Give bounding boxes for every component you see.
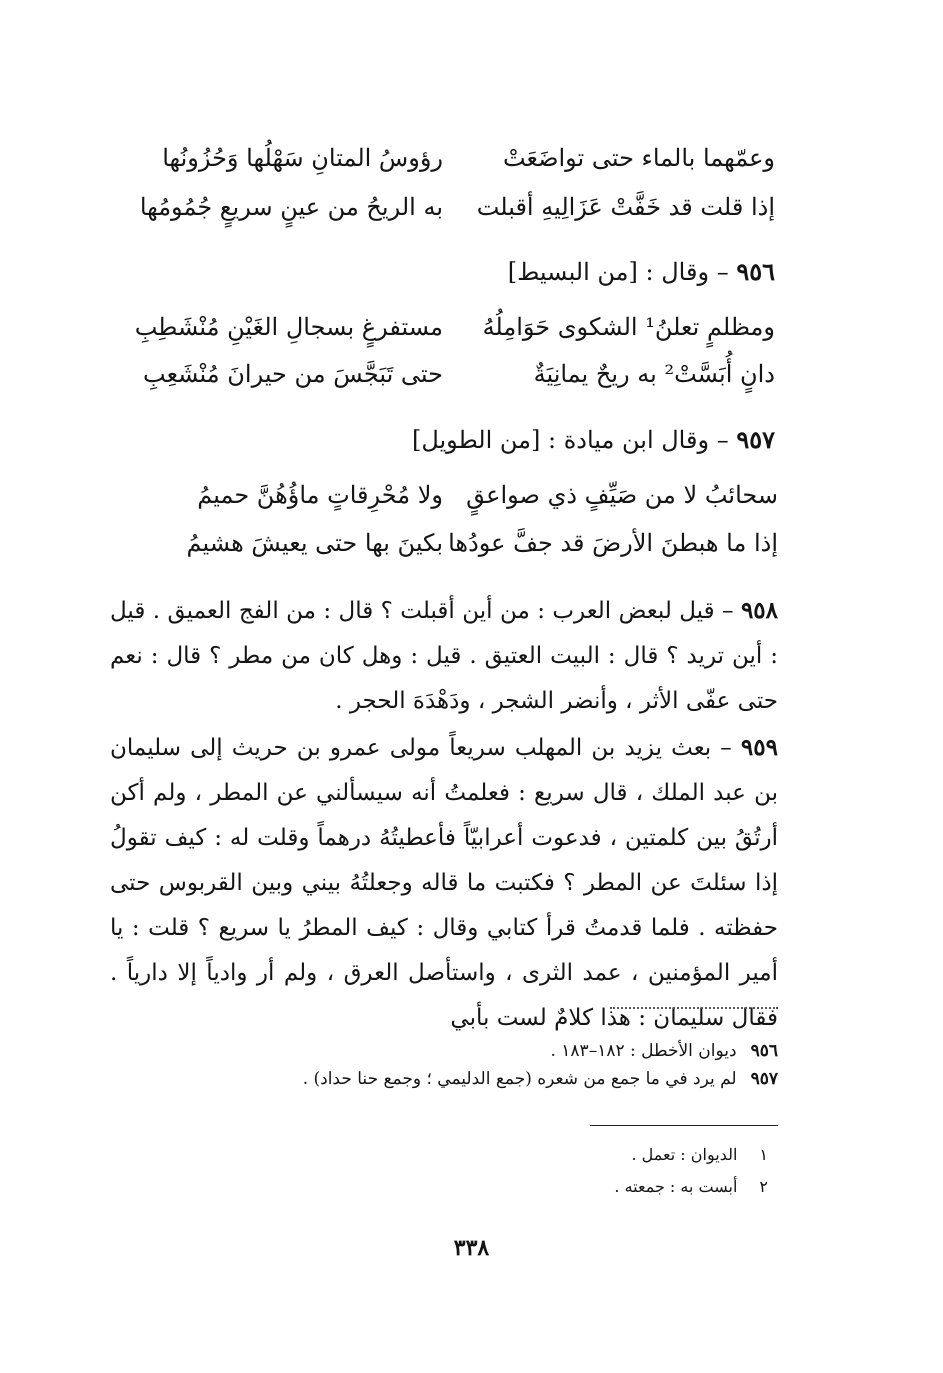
verse-second-hemistich: به الريحُ من عينٍ سريعٍ جُمُومُها [139, 193, 443, 221]
entry-intro: – وقال : [من البسيط] [507, 258, 729, 286]
verse-first-hemistich: إذا قلت قد خَفَّتْ عَزَالِيهِ أقبلت [476, 193, 775, 221]
entry-number: ٩٥٧ [736, 425, 775, 454]
verse-first-hemistich: ومظلمٍ تعلنُ¹ الشكوى حَوَامِلُهُ [482, 313, 775, 341]
footnote [614, 1174, 768, 1200]
verse-first-hemistich: دانٍ أُبَسَّتْ² به ريحٌ يمانِيَةٌ [533, 360, 775, 388]
entry-text: – بعث يزيد بن المهلب سريعاً مولى عمرو بن حريث إلى سليمان بن عبد الملك ، قال سريع : فعلمتُ أنه سيسألني عن المطر ، ولم أكن أرتُقُ بين كلمتين ، فدعوت أعرابيّاً فأعطيتُهُ درهماً وقلت له : كيف تقولُ إذا سئلتَ عن المطر ؟ فكتبت ما قاله وجعلتُهُ بيني وبين القربوس حتى حفظته . فلما قدمتُ قرأ كتابي وقال : كيف المطرُ يا سريع ؟ قلت : يا أمير المؤمنين ، عمد الثرى ، واستأصل العرق ، ولم أر وادياً إلا دارياً . فقال سليمان : هذا كلامٌ لست بأبي [110, 735, 778, 1031]
verse-second-hemistich: بكينَ بها حتى يعيشَ هشيمُ [186, 529, 443, 557]
verse-second-hemistich: حتى تَبَجَّسَ من حيرانَ مُنْشَعِبِ [143, 360, 443, 388]
footnote-number: ٢ [759, 1177, 768, 1196]
entry-956-header [508, 252, 775, 292]
entry-intro: – وقال ابن ميادة : [من الطويل] [411, 426, 729, 454]
entry-958-paragraph [110, 588, 778, 724]
source-note-number: ٩٥٧ [750, 1069, 778, 1089]
source-note [303, 1065, 778, 1093]
entry-957-header [412, 420, 775, 460]
dotted-separator [610, 1007, 778, 1009]
verse-first-hemistich: سحائبُ لا من صَيِّفٍ ذي صواعقٍ [466, 481, 778, 509]
footnote-text: الديوان : تعمل . [631, 1145, 738, 1164]
source-note-number: ٩٥٦ [750, 1041, 778, 1061]
verse-second-hemistich: رؤوسُ المتانِ سَهْلُها وَحُزُونُها [162, 144, 443, 172]
entry-text: – قيل لبعض العرب : من أين أقبلت ؟ قال : من الفج العميق . قيل : أين تريد ؟ قال : البيت العتيق . قيل : وهل كان من مطر ؟ قال : نعم حتى عفّى الأثر ، وأنضر الشجر ، ودَهْدَهَ الحجر . [110, 598, 778, 714]
entry-number: ٩٥٦ [736, 257, 775, 286]
footnote [632, 1142, 769, 1168]
verse-second-hemistich: مستفرغٍ بسجالِ الغَيْنِ مُنْشَطِبِ [134, 313, 443, 341]
verse-first-hemistich: وعمّهما بالماء حتى تواضَعَتْ [502, 144, 775, 172]
page-number: ٣٣٨ [453, 1235, 490, 1261]
source-note-text: لم يرد في ما جمع من شعره (جمع الدليمي ؛ وجمع حنا حداد) . [302, 1069, 737, 1089]
entry-959-paragraph [110, 725, 778, 1041]
verse-first-hemistich: إذا ما هبطنَ الأرضَ قد جفَّ عودُها [448, 529, 778, 557]
footnote-separator [590, 1125, 778, 1126]
entry-number: ٩٥٩ [740, 734, 778, 761]
footnote-number: ١ [759, 1145, 768, 1164]
source-note [550, 1037, 778, 1065]
footnote-text: أبست به : جمعته . [614, 1177, 738, 1196]
verse-second-hemistich: ولا مُحْرِقاتٍ ماؤُهُنَّ حميمُ [197, 481, 443, 509]
entry-number: ٩٥٨ [740, 597, 778, 624]
source-note-text: ديوان الأخطل : ١٨٢–١٨٣ . [550, 1041, 737, 1061]
